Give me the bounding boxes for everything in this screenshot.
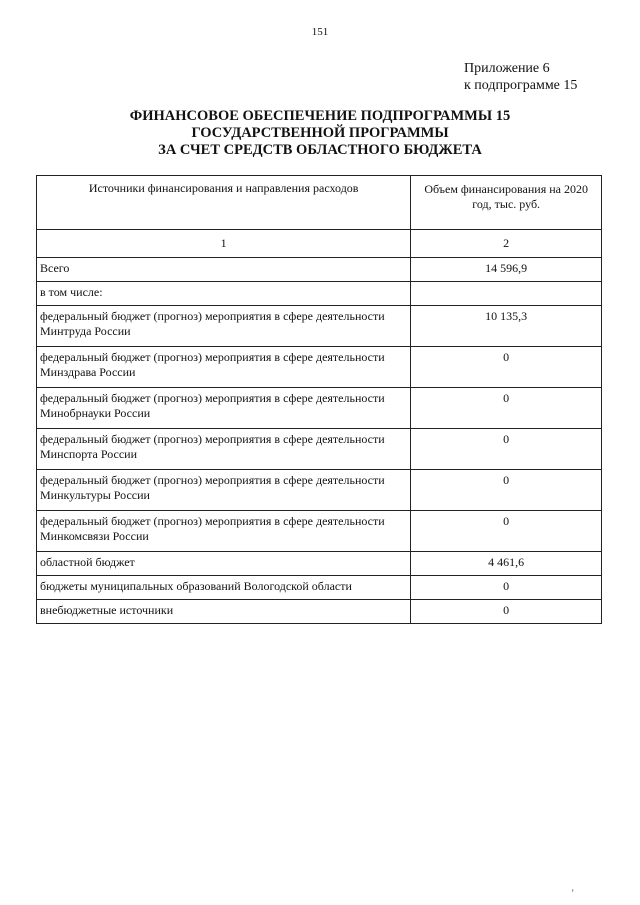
row-value: 10 135,3: [411, 306, 602, 347]
header-amount: Объем финансирования на 2020 год, тыс. руб.: [411, 176, 602, 230]
row-value: [411, 282, 602, 306]
row-label: федеральный бюджет (прогноз) мероприятия в сфере деятельности Минздрава России: [37, 347, 411, 388]
row-label: федеральный бюджет (прогноз) мероприятия в сфере деятельности Минспорта России: [37, 429, 411, 470]
row-label: федеральный бюджет (прогноз) мероприятия в сфере деятельности Минтруда России: [37, 306, 411, 347]
row-value: 0: [411, 388, 602, 429]
row-label: Всего: [37, 258, 411, 282]
row-value: 0: [411, 600, 602, 624]
table-row: [37, 282, 602, 306]
title-line-1: ФИНАНСОВОЕ ОБЕСПЕЧЕНИЕ ПОДПРОГРАММЫ 15: [129, 108, 511, 124]
row-value: 0: [411, 347, 602, 388]
header-sources: Источники финансирования и направления расходов: [37, 176, 411, 230]
page-number: 151: [311, 26, 329, 38]
table-row: [37, 306, 602, 347]
financing-table: [36, 175, 602, 624]
appendix-line-1: Приложение 6: [464, 61, 550, 76]
table-row: [37, 258, 602, 282]
row-label: внебюджетные источники: [37, 600, 411, 624]
table-header-row: [37, 176, 602, 230]
column-number-2: 2: [411, 230, 602, 258]
appendix-line-2: к подпрограмме 15: [464, 78, 578, 93]
table-row: [37, 552, 602, 576]
row-value: 0: [411, 576, 602, 600]
table-row: [37, 470, 602, 511]
row-value: 0: [411, 429, 602, 470]
table-row: [37, 576, 602, 600]
column-number-1: 1: [37, 230, 411, 258]
table-row: [37, 600, 602, 624]
row-label: федеральный бюджет (прогноз) мероприятия в сфере деятельности Минкомсвязи России: [37, 511, 411, 552]
column-number-row: [37, 230, 602, 258]
appendix-note: [464, 60, 577, 94]
row-label: федеральный бюджет (прогноз) мероприятия в сфере деятельности Минкультуры России: [37, 470, 411, 511]
row-value: 14 596,9: [411, 258, 602, 282]
row-label: бюджеты муниципальных образований Вологодской области: [37, 576, 411, 600]
row-value: 0: [411, 511, 602, 552]
row-label: областной бюджет: [37, 552, 411, 576]
row-label: федеральный бюджет (прогноз) мероприятия в сфере деятельности Минобрнауки России: [37, 388, 411, 429]
table-row: [37, 511, 602, 552]
table-row: [37, 429, 602, 470]
document-title: [70, 108, 570, 159]
row-value: 0: [411, 470, 602, 511]
scan-mark: ': [572, 888, 574, 898]
title-line-2: ГОСУДАРСТВЕННОЙ ПРОГРАММЫ: [191, 125, 449, 141]
row-value: 4 461,6: [411, 552, 602, 576]
table-row: [37, 388, 602, 429]
table-row: [37, 347, 602, 388]
title-line-3: ЗА СЧЕТ СРЕДСТВ ОБЛАСТНОГО БЮДЖЕТА: [158, 142, 482, 158]
row-label: в том числе:: [37, 282, 411, 306]
